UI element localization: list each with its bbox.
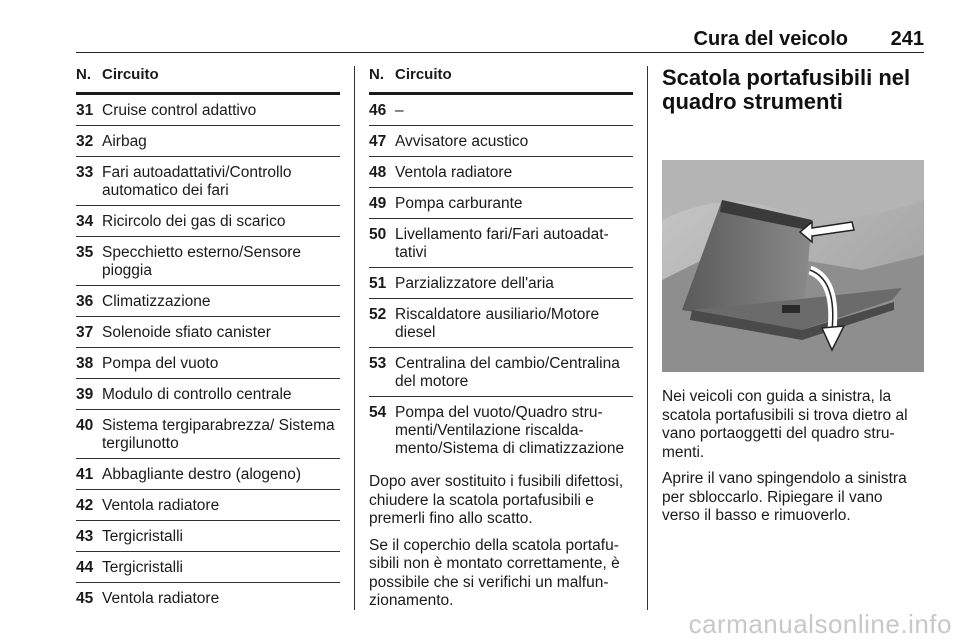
circuit-name: – bbox=[395, 102, 404, 119]
table-row bbox=[76, 206, 340, 237]
fuse-number: 50 bbox=[369, 226, 387, 243]
circuit-name: Ricircolo dei gas di scarico bbox=[102, 213, 286, 230]
circuit-name: Modulo di controllo centrale bbox=[102, 386, 292, 403]
body-paragraph: Dopo aver sostituito i fusibili difettosi, chiudere la scatola portafusibili e premerli fino allo scatto. bbox=[369, 473, 624, 527]
fuse-table-middle bbox=[369, 66, 633, 619]
circuit-name: Pompa del vuoto/Quadro strumenti/Ventilazione riscaldamento/Sistema di climatizzazione bbox=[395, 404, 625, 457]
fuse-table-left bbox=[76, 66, 340, 613]
fuse-box-illustration bbox=[662, 160, 924, 372]
table-row bbox=[369, 95, 633, 126]
circuit-name: Tergicristalli bbox=[102, 559, 183, 576]
table-header bbox=[76, 66, 340, 95]
circuit-name: Ventola radiatore bbox=[395, 164, 513, 181]
fuse-number: 35 bbox=[76, 244, 94, 261]
fuse-number: 33 bbox=[76, 164, 94, 181]
circuit-name: Sistema tergiparabrezza/ Sistema tergilunotto bbox=[102, 417, 335, 452]
site-watermark: carmanualsonline.info bbox=[688, 609, 952, 639]
table-row bbox=[369, 348, 633, 397]
body-paragraph: Se il coperchio della scatola portafusibili non è montato correttamente, è possibile che si verifichi un malfunzionamento. bbox=[369, 536, 620, 609]
circuit-name: Climatizzazione bbox=[102, 293, 211, 310]
fuse-number: 46 bbox=[369, 102, 387, 119]
table-row bbox=[76, 379, 340, 410]
circuit-name: Tergicristalli bbox=[102, 528, 183, 545]
circuit-name: Airbag bbox=[102, 133, 147, 150]
fuse-number: 51 bbox=[369, 275, 387, 292]
fuse-number: 44 bbox=[76, 559, 94, 576]
table-body bbox=[76, 95, 340, 613]
table-row bbox=[369, 299, 633, 348]
table-row bbox=[369, 397, 633, 463]
table-header bbox=[369, 66, 633, 95]
fuse-number: 54 bbox=[369, 404, 387, 421]
circuit-name: Pompa carburante bbox=[395, 195, 523, 212]
fuse-number: 31 bbox=[76, 102, 94, 119]
table-row bbox=[76, 157, 340, 206]
fuse-number: 43 bbox=[76, 528, 94, 545]
circuit-name: Livellamento fari/Fari autoadattativi bbox=[395, 226, 609, 261]
circuit-name: Fari autoadattativi/Controllo automatico dei fari bbox=[102, 164, 292, 199]
circuit-name: Parzializzatore dell'aria bbox=[395, 275, 554, 292]
table-row bbox=[369, 219, 633, 268]
fuse-number: 42 bbox=[76, 497, 94, 514]
table-row bbox=[369, 157, 633, 188]
circuit-name: Specchietto esterno/Sensore pioggia bbox=[102, 244, 302, 279]
circuit-name: Riscaldatore ausiliario/Motore diesel bbox=[395, 306, 600, 341]
circuit-name: Centralina del cambio/Centralina del motore bbox=[395, 355, 620, 390]
table-row bbox=[76, 459, 340, 490]
fuse-number: 47 bbox=[369, 133, 387, 150]
table-row bbox=[369, 126, 633, 157]
table-row bbox=[76, 583, 340, 613]
table-row bbox=[76, 521, 340, 552]
circuit-name: Abbagliante destro (alogeno) bbox=[102, 466, 302, 483]
circuit-name: Cruise control adattivo bbox=[102, 102, 257, 119]
fuse-number: 36 bbox=[76, 293, 94, 310]
page-header bbox=[76, 26, 924, 53]
table-row bbox=[76, 348, 340, 379]
fuse-number: 37 bbox=[76, 324, 94, 341]
fuse-number: 41 bbox=[76, 466, 94, 483]
fuse-number: 34 bbox=[76, 213, 94, 230]
fuse-number: 53 bbox=[369, 355, 387, 372]
table-row bbox=[369, 268, 633, 299]
table-row bbox=[76, 126, 340, 157]
fuse-number: 38 bbox=[76, 355, 94, 372]
circuit-name: Pompa del vuoto bbox=[102, 355, 219, 372]
table-row bbox=[76, 237, 340, 286]
table-body bbox=[369, 95, 633, 463]
header-number: N. bbox=[369, 66, 384, 83]
column-divider bbox=[354, 66, 355, 610]
page-number: 241 bbox=[890, 28, 924, 50]
fuse-number: 40 bbox=[76, 417, 94, 434]
table-row bbox=[76, 95, 340, 126]
header-number: N. bbox=[76, 66, 91, 83]
table-row bbox=[369, 188, 633, 219]
fuse-number: 49 bbox=[369, 195, 387, 212]
circuit-name: Avvisatore acustico bbox=[395, 133, 529, 150]
section-title: Scatola portafusibili nel quadro strumenti bbox=[662, 65, 911, 114]
table-row bbox=[76, 552, 340, 583]
table-row bbox=[76, 317, 340, 348]
header-title: Cura del veicolo bbox=[693, 28, 848, 50]
body-paragraph: Nei veicoli con guida a sinistra, la scatola portafusibili si trova dietro al vano portaoggetti del quadro strumenti. bbox=[662, 388, 908, 461]
header-circuit: Circuito bbox=[102, 66, 159, 83]
circuit-name: Ventola radiatore bbox=[102, 497, 220, 514]
table-row bbox=[76, 286, 340, 317]
circuit-name: Ventola radiatore bbox=[102, 590, 220, 607]
table-row bbox=[76, 410, 340, 459]
fuse-number: 52 bbox=[369, 306, 387, 323]
header-circuit: Circuito bbox=[395, 66, 452, 83]
circuit-name: Solenoide sfiato canister bbox=[102, 324, 271, 341]
fuse-number: 48 bbox=[369, 164, 387, 181]
fuse-number: 45 bbox=[76, 590, 94, 607]
fuse-number: 32 bbox=[76, 133, 94, 150]
instrument-panel-section bbox=[662, 66, 924, 534]
table-row bbox=[76, 490, 340, 521]
fuse-number: 39 bbox=[76, 386, 94, 403]
body-paragraph: Aprire il vano spingendolo a sinistra per sbloccarlo. Ripiegare il vano verso il basso e rimuoverlo. bbox=[662, 470, 907, 524]
column-divider bbox=[647, 66, 648, 610]
